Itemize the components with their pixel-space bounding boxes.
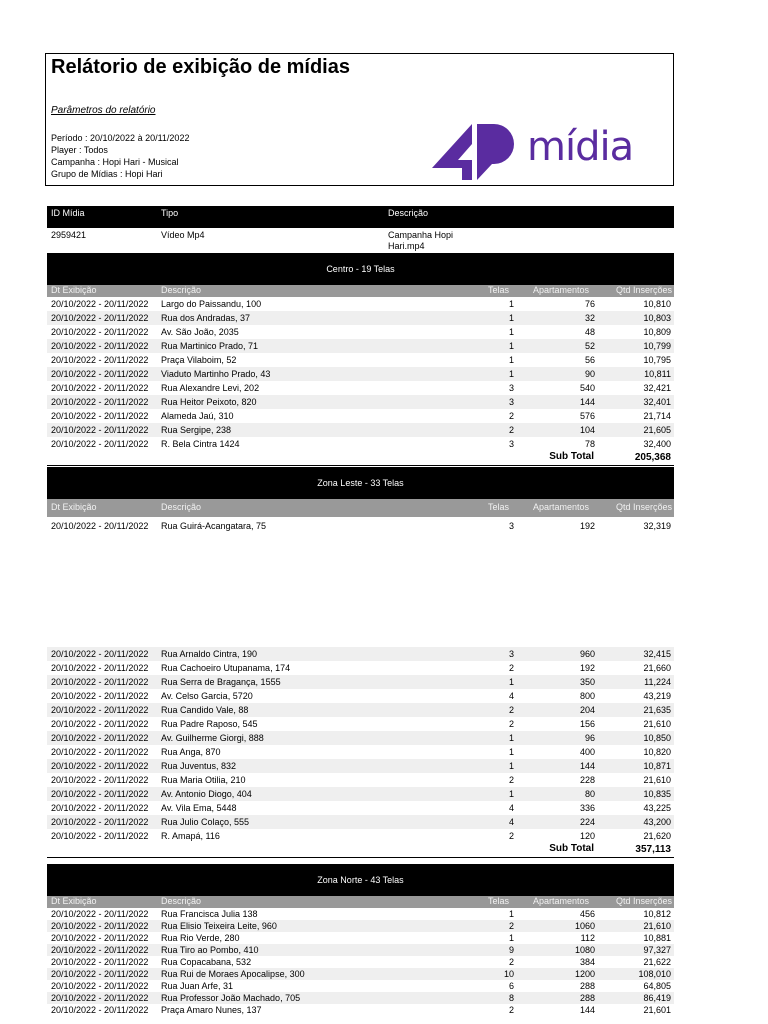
subtotal-row: Sub Total 205,368 [47, 451, 674, 466]
media-tipo: Vídeo Mp4 [161, 230, 205, 240]
table-row: 20/10/2022 - 20/11/2022 Av. Guilherme Giorgi, 888 1 96 10,850 [47, 731, 674, 745]
section-title: Zona Leste - 33 Telas [47, 467, 674, 499]
table-row: 20/10/2022 - 20/11/2022 Largo do Paissandu, 100 1 76 10,810 [51, 299, 671, 309]
table-row: 20/10/2022 - 20/11/2022 Rua Candido Vale, 88 2 204 21,635 [47, 703, 674, 717]
table-row: 20/10/2022 - 20/11/2022 Rua Tiro ao Pombo, 410 9 1080 97,327 [47, 944, 674, 956]
header-descricao: Descrição [388, 208, 429, 218]
section-zona-norte [47, 864, 674, 1016]
table-row: 20/10/2022 - 20/11/2022 Rua Martinico Prado, 71 1 52 10,799 [47, 339, 674, 353]
table-row: 20/10/2022 - 20/11/2022 Av. São João, 2035 1 48 10,809 [51, 327, 671, 337]
table-row: 20/10/2022 - 20/11/2022 Rua Alexandre Levi, 202 3 540 32,421 [51, 383, 671, 393]
table-row: 20/10/2022 - 20/11/2022 Rua Arnaldo Cintra, 190 3 960 32,415 [47, 647, 674, 661]
table-row: 20/10/2022 - 20/11/2022 Rua Rio Verde, 280 1 112 10,881 [51, 933, 671, 943]
media-desc: Campanha Hopi Hari.mp4 [388, 230, 454, 251]
table-row: 20/10/2022 - 20/11/2022 Rua Juventus, 832 1 144 10,871 [47, 759, 674, 773]
section-title: Centro - 19 Telas [47, 253, 674, 285]
section-zona-leste [47, 467, 674, 533]
table-row: 20/10/2022 - 20/11/2022 Rua Sergipe, 238 2 104 21,605 [47, 423, 674, 437]
table-row: 20/10/2022 - 20/11/2022 Rua Padre Raposo, 545 2 156 21,610 [51, 719, 671, 729]
table-row: 20/10/2022 - 20/11/2022 Av. Vila Ema, 5448 4 336 43,225 [51, 803, 671, 813]
table-row: 20/10/2022 - 20/11/2022 Rua Maria Otilia, 210 2 228 21,610 [51, 775, 671, 785]
report-title: Relátorio de exibição de mídias [51, 56, 350, 78]
table-row: 20/10/2022 - 20/11/2022 Rua Julio Colaço, 555 4 224 43,200 [47, 815, 674, 829]
header-tipo: Tipo [161, 208, 179, 218]
section-zona-leste-continued [47, 647, 674, 858]
table-row: 20/10/2022 - 20/11/2022 Av. Antonio Diogo, 404 1 80 10,835 [47, 787, 674, 801]
section-centro [47, 253, 674, 466]
table-row: 20/10/2022 - 20/11/2022 Rua Serra de Bragança, 1555 1 350 11,224 [47, 675, 674, 689]
table-row: 20/10/2022 - 20/11/2022 Rua dos Andradas, 37 1 32 10,803 [47, 311, 674, 325]
table-row: 20/10/2022 - 20/11/2022 R. Amapá, 116 2 120 21,620 [51, 831, 671, 841]
table-row: 20/10/2022 - 20/11/2022 Praça Amaro Nunes, 137 2 144 21,601 [51, 1005, 671, 1015]
table-row: 20/10/2022 - 20/11/2022 Rua Copacabana, 532 2 384 21,622 [51, 957, 671, 967]
report-header-box [45, 53, 674, 186]
table-row: 20/10/2022 - 20/11/2022 Rua Heitor Peixoto, 820 3 144 32,401 [47, 395, 674, 409]
table-row: 20/10/2022 - 20/11/2022 Av. Celso Garcia, 5720 4 800 43,219 [51, 691, 671, 701]
media-header [47, 206, 674, 228]
subtotal-row: Sub Total 357,113 [47, 843, 674, 858]
periodo: Período : 20/10/2022 à 20/11/2022 [51, 133, 190, 143]
column-header: Dt Exibição Descrição Telas Apartamentos Qtd Inserções [47, 499, 674, 517]
header-id: ID Mídia [51, 208, 85, 218]
campanha: Campanha : Hopi Hari - Musical [51, 157, 179, 167]
column-header: Dt Exibição Descrição Telas Apartamentos Qtd Inserções [47, 896, 674, 908]
logo-text: mídia [527, 124, 634, 170]
table-row: 20/10/2022 - 20/11/2022 Alameda Jaú, 310 2 576 21,714 [51, 411, 671, 421]
table-row: 20/10/2022 - 20/11/2022 Rua Elisio Teixeira Leite, 960 2 1060 21,610 [47, 920, 674, 932]
table-row: 20/10/2022 - 20/11/2022 Rua Francisca Julia 138 1 456 10,812 [51, 909, 671, 919]
company-logo-icon [432, 122, 524, 180]
report-meta [51, 132, 189, 180]
table-row: 20/10/2022 - 20/11/2022 Rua Anga, 870 1 400 10,820 [51, 747, 671, 757]
table-row: 20/10/2022 - 20/11/2022 Rua Rui de Moraes Apocalipse, 300 10 1200 108,010 [47, 968, 674, 980]
section-title: Zona Norte - 43 Telas [47, 864, 674, 896]
column-header: Dt Exibição Descrição Telas Apartamentos Qtd Inserções [47, 285, 674, 297]
media-id: 2959421 [51, 230, 87, 240]
table-row: 20/10/2022 - 20/11/2022 R. Bela Cintra 1424 3 78 32,400 [51, 439, 671, 449]
params-label: Parâmetros do relatório [51, 105, 156, 116]
table-row: 20/10/2022 - 20/11/2022 Rua Guirá-Acangatara, 75 3 192 32,319 [51, 521, 671, 531]
table-row: 20/10/2022 - 20/11/2022 Rua Cachoeiro Utupanama, 174 2 192 21,660 [51, 663, 671, 673]
table-row: 20/10/2022 - 20/11/2022 Praça Vilaboim, 52 1 56 10,795 [51, 355, 671, 365]
table-row: 20/10/2022 - 20/11/2022 Rua Professor João Machado, 705 8 288 86,419 [47, 992, 674, 1004]
table-row: 20/10/2022 - 20/11/2022 Viaduto Martinho Prado, 43 1 90 10,811 [47, 367, 674, 381]
player: Player : Todos [51, 145, 108, 155]
table-row: 20/10/2022 - 20/11/2022 Rua Juan Arfe, 31 6 288 64,805 [51, 981, 671, 991]
grupo: Grupo de Mídias : Hopi Hari [51, 169, 163, 179]
